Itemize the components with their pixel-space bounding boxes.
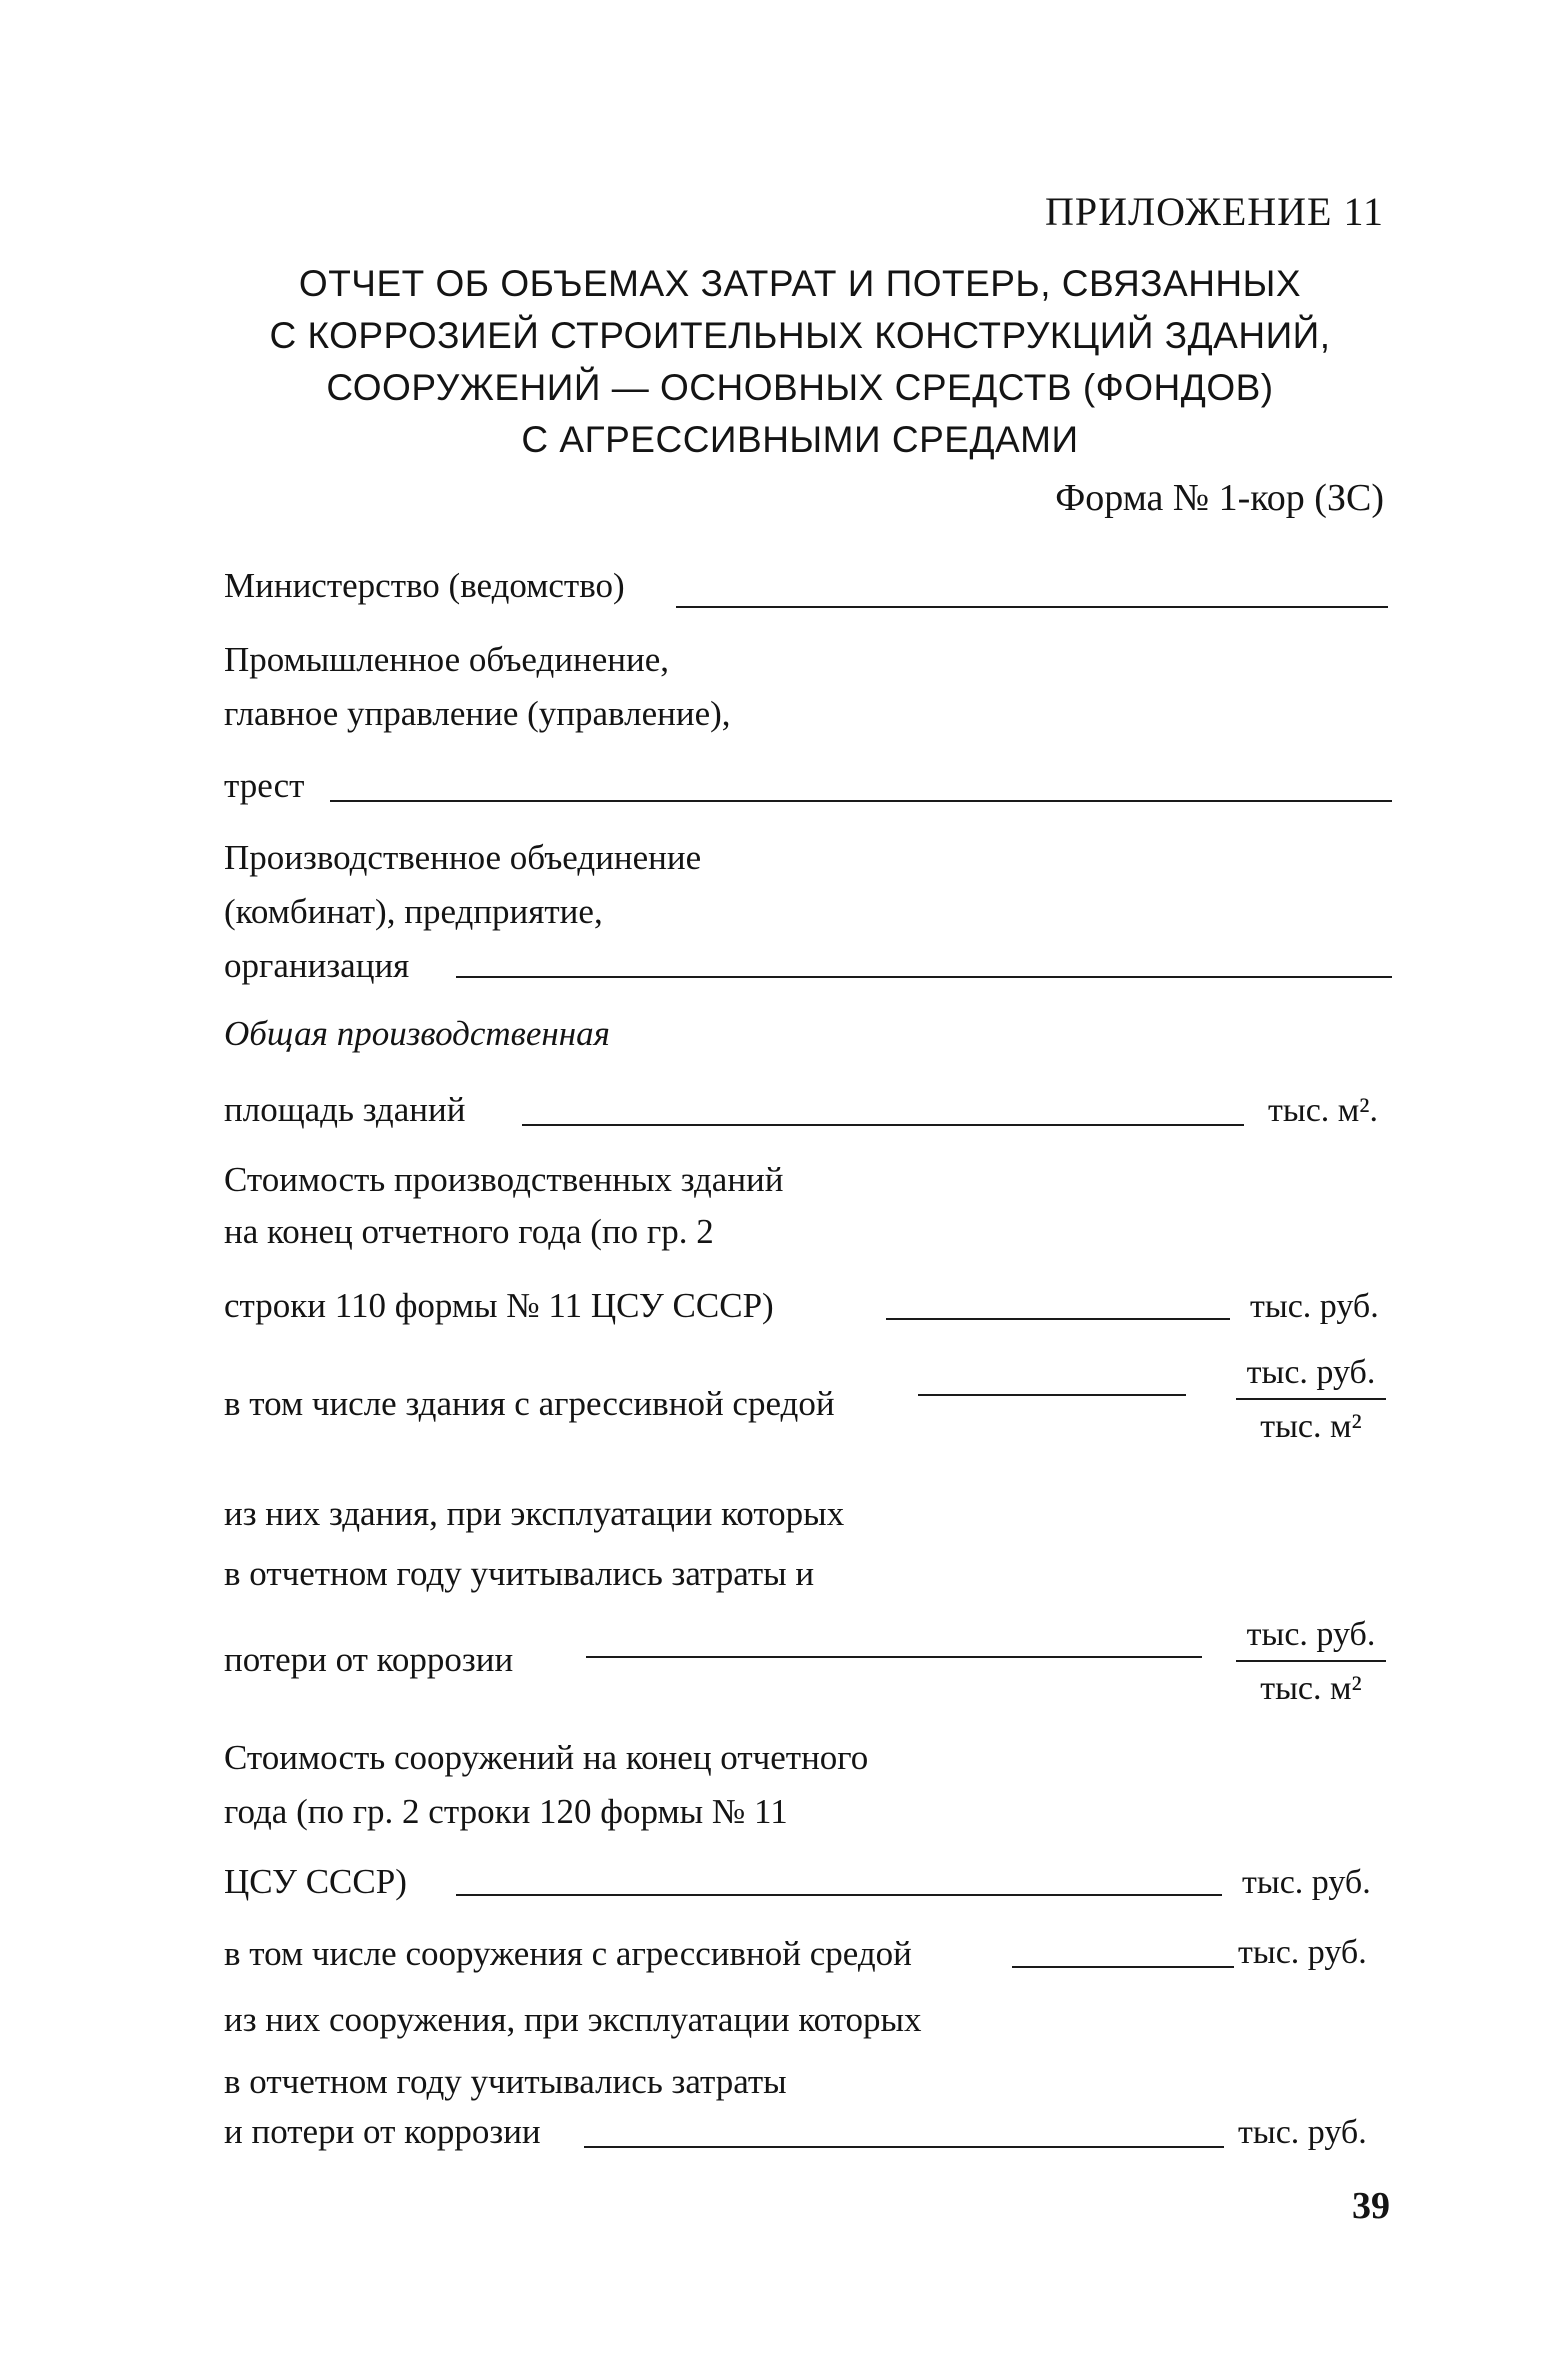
industrial-association-label: Промышленное объединение, [224,640,670,679]
title-line: С АГРЕССИВНЫМИ СРЕДАМИ [521,419,1079,460]
page-number: 39 [1352,2185,1390,2227]
total-area-unit: тыс. м². [1268,1092,1379,1129]
corrosion-structures-unit: тыс. руб. [1238,2114,1367,2151]
form-number: Форма № 1-кор (ЗС) [1055,477,1384,519]
total-area-field-line[interactable] [522,1124,1244,1126]
unit-numerator: тыс. руб. [1246,1354,1376,1391]
total-area-label: площадь зданий [224,1090,466,1129]
appendix-label: ПРИЛОЖЕНИЕ 11 [1044,189,1384,234]
aggressive-buildings-label: в том числе здания с агрессивной средой [224,1384,835,1423]
organization-label: организация [224,946,410,985]
title-line: С КОРРОЗИЕЙ СТРОИТЕЛЬНЫХ КОНСТРУКЦИЙ ЗДАНИЙ, [269,315,1331,356]
buildings-cost-unit: тыс. руб. [1250,1288,1379,1325]
corrosion-buildings-field-line[interactable] [586,1656,1202,1658]
corrosion-structures-label: из них сооружения, при эксплуатации которых [224,2000,922,2039]
buildings-cost-label: Стоимость производственных зданий [224,1160,784,1199]
unit-denominator: тыс. м² [1260,1408,1362,1445]
structures-cost-label: года (по гр. 2 строки 120 формы № 11 [224,1792,788,1831]
buildings-cost-label: на конец отчетного года (по гр. 2 [224,1212,714,1251]
trust-field-line[interactable] [330,800,1392,802]
organization-field-line[interactable] [456,976,1392,978]
corrosion-buildings-unit [1236,1616,1386,1708]
corrosion-buildings-label: в отчетном году учитывались затраты и [224,1554,815,1593]
unit-denominator: тыс. м² [1260,1670,1362,1707]
production-association-label: (комбинат), предприятие, [224,892,603,931]
total-area-label: Общая производственная [224,1014,610,1053]
aggressive-buildings-unit [1236,1354,1386,1446]
corrosion-buildings-label: потери от коррозии [224,1640,514,1679]
ministry-label: Министерство (ведомство) [224,566,625,605]
ministry-field-line[interactable] [676,606,1388,608]
corrosion-buildings-label: из них здания, при эксплуатации которых [224,1494,845,1533]
corrosion-structures-label: в отчетном году учитывались затраты [224,2062,787,2101]
title-line: ОТЧЕТ ОБ ОБЪЕМАХ ЗАТРАТ И ПОТЕРЬ, СВЯЗАННЫХ [298,263,1302,304]
corrosion-structures-label: и потери от коррозии [224,2112,541,2151]
structures-cost-label: ЦСУ СССР) [224,1862,407,1901]
title-line: СООРУЖЕНИЙ — ОСНОВНЫХ СРЕДСТВ (ФОНДОВ) [326,367,1274,408]
aggressive-structures-unit: тыс. руб. [1238,1934,1367,1971]
industrial-association-label: главное управление (управление), [224,694,731,733]
structures-cost-field-line[interactable] [456,1894,1222,1896]
buildings-cost-field-line[interactable] [886,1318,1230,1320]
aggressive-structures-field-line[interactable] [1012,1966,1234,1968]
aggressive-buildings-field-line[interactable] [918,1394,1186,1396]
aggressive-structures-label: в том числе сооружения с агрессивной средой [224,1934,912,1973]
corrosion-structures-field-line[interactable] [584,2146,1224,2148]
report-title [200,258,1400,466]
trust-label: трест [224,766,305,805]
buildings-cost-label: строки 110 формы № 11 ЦСУ СССР) [224,1286,774,1325]
structures-cost-label: Стоимость сооружений на конец отчетного [224,1738,869,1777]
unit-numerator: тыс. руб. [1246,1616,1376,1653]
production-association-label: Производственное объединение [224,838,702,877]
structures-cost-unit: тыс. руб. [1242,1864,1371,1901]
